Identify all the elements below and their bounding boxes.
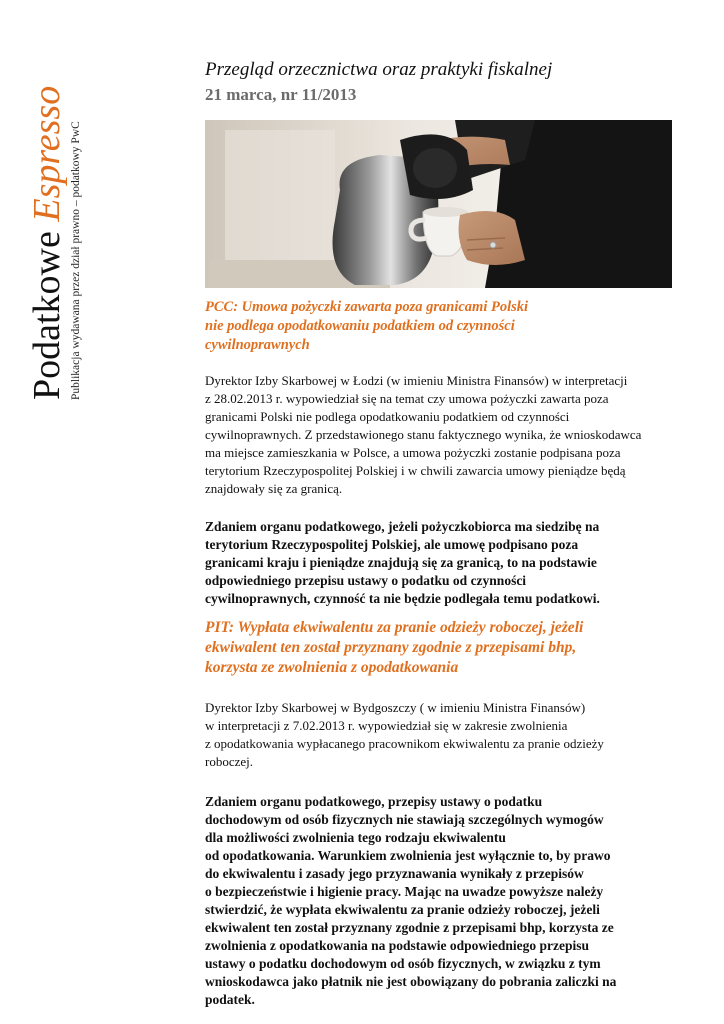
coffee-pour-illustration — [205, 120, 672, 288]
conclusion-line: ustawy o podatku dochodowym od osób fizycznych, w związku z tym — [205, 956, 601, 971]
section-1-heading — [205, 298, 675, 355]
heading-line: korzysta ze zwolnienia z opodatkowania — [205, 659, 459, 676]
body-line: terytorium Rzeczypospolitej Polskiej i w chwili zawarcia umowy pieniądze będą — [205, 463, 626, 478]
section-1-conclusion — [205, 518, 675, 608]
page-title: Przegląd orzecznictwa oraz praktyki fiskalnej — [205, 59, 553, 80]
heading-line: nie podlega opodatkowaniu podatkiem od czynności — [205, 318, 515, 334]
section-2-conclusion — [205, 793, 675, 1009]
body-line: Dyrektor Izby Skarbowej w Łodzi (w imieniu Ministra Finansów) w interpretacji — [205, 373, 628, 388]
conclusion-line: ekwiwalent ten został przyznany zgodnie z przepisami bhp, korzysta ze — [205, 920, 614, 935]
issue-date: 21 marca, nr 11/2013 — [205, 85, 357, 104]
brand-part1: Podatkowe — [26, 221, 68, 400]
coffee-photo — [205, 120, 672, 288]
conclusion-line: dla możliwości zwolnienia tego rodzaju ekwiwalentu — [205, 830, 506, 845]
heading-line: PIT: Wypłata ekwiwalentu za pranie odzieży roboczej, jeżeli — [205, 619, 584, 636]
conclusion-line: Zdaniem organu podatkowego, jeżeli pożyczkobiorca ma siedzibę na — [205, 519, 600, 534]
section-2-body — [205, 699, 675, 771]
conclusion-line: cywilnoprawnych, czynność ta nie będzie podlegała temu podatkowi. — [205, 591, 600, 606]
body-line: ma miejsce zamieszkania w Polsce, a umowa pożyczki zostanie podpisana poza — [205, 445, 621, 460]
heading-line: ekwiwalent ten został przyznany zgodnie z przepisami bhp, — [205, 639, 577, 656]
heading-line: cywilnoprawnych — [205, 337, 310, 353]
conclusion-line: granicami kraju i pieniądze znajdują się za granicą, to na podstawie — [205, 555, 597, 570]
brand-title — [28, 86, 66, 400]
masthead — [28, 86, 82, 400]
section-2-heading — [205, 618, 675, 678]
conclusion-line: terytorium Rzeczypospolitej Polskiej, ale umowę podpisano poza — [205, 537, 579, 552]
tagline: Publikacja wydawana przez dział prawno – podatkowy PwC — [70, 121, 82, 400]
conclusion-line: wnioskodawca jako płatnik nie jest obowiązany do pobrania zaliczki na — [205, 974, 617, 989]
conclusion-line: podatek. — [205, 992, 255, 1007]
conclusion-line: do ekwiwalentu i zasady jego przyznawania wynikały z przepisów — [205, 866, 584, 881]
conclusion-line: zwolnienia z opodatkowania na podstawie odpowiedniego przepisu — [205, 938, 590, 953]
conclusion-line: dochodowym od osób fizycznych nie stawiają szczególnych wymogów — [205, 812, 604, 827]
body-line: cywilnoprawnych. Z przedstawionego stanu faktycznego wynika, że wnioskodawca — [205, 427, 642, 442]
conclusion-line: od opodatkowania. Warunkiem zwolnienia jest wyłącznie to, by prawo — [205, 848, 611, 863]
main-content — [205, 58, 675, 1009]
conclusion-line: stwierdzić, że wypłata ekwiwalentu za pranie odzieży roboczej, jeżeli — [205, 902, 600, 917]
body-line: granicami Polski nie podlega opodatkowaniu podatkiem od czynności — [205, 409, 570, 424]
body-line: z opodatkowania wypłacanego pracownikom ekwiwalentu za pranie odzieży — [205, 736, 604, 751]
body-line: z 28.02.2013 r. wypowiedział się na temat czy umowa pożyczki zawarta poza — [205, 391, 609, 406]
brand-part2: Espresso — [26, 85, 68, 222]
heading-line: PCC: Umowa pożyczki zawarta poza granicami Polski — [205, 299, 529, 315]
conclusion-line: o bezpieczeństwie i higienie pracy. Mając na uwadze powyższe należy — [205, 884, 604, 899]
body-line: roboczej. — [205, 754, 254, 769]
body-line: Dyrektor Izby Skarbowej w Bydgoszczy ( w imieniu Ministra Finansów) — [205, 700, 586, 715]
section-1-body — [205, 372, 675, 498]
body-line: w interpretacji z 7.02.2013 r. wypowiedział się w zakresie zwolnienia — [205, 718, 568, 733]
conclusion-line: odpowiedniego przepisu ustawy o podatku od czynności — [205, 573, 527, 588]
body-line: znajdowały się za granicą. — [205, 481, 343, 496]
conclusion-line: Zdaniem organu podatkowego, przepisy ustawy o podatku — [205, 794, 543, 809]
